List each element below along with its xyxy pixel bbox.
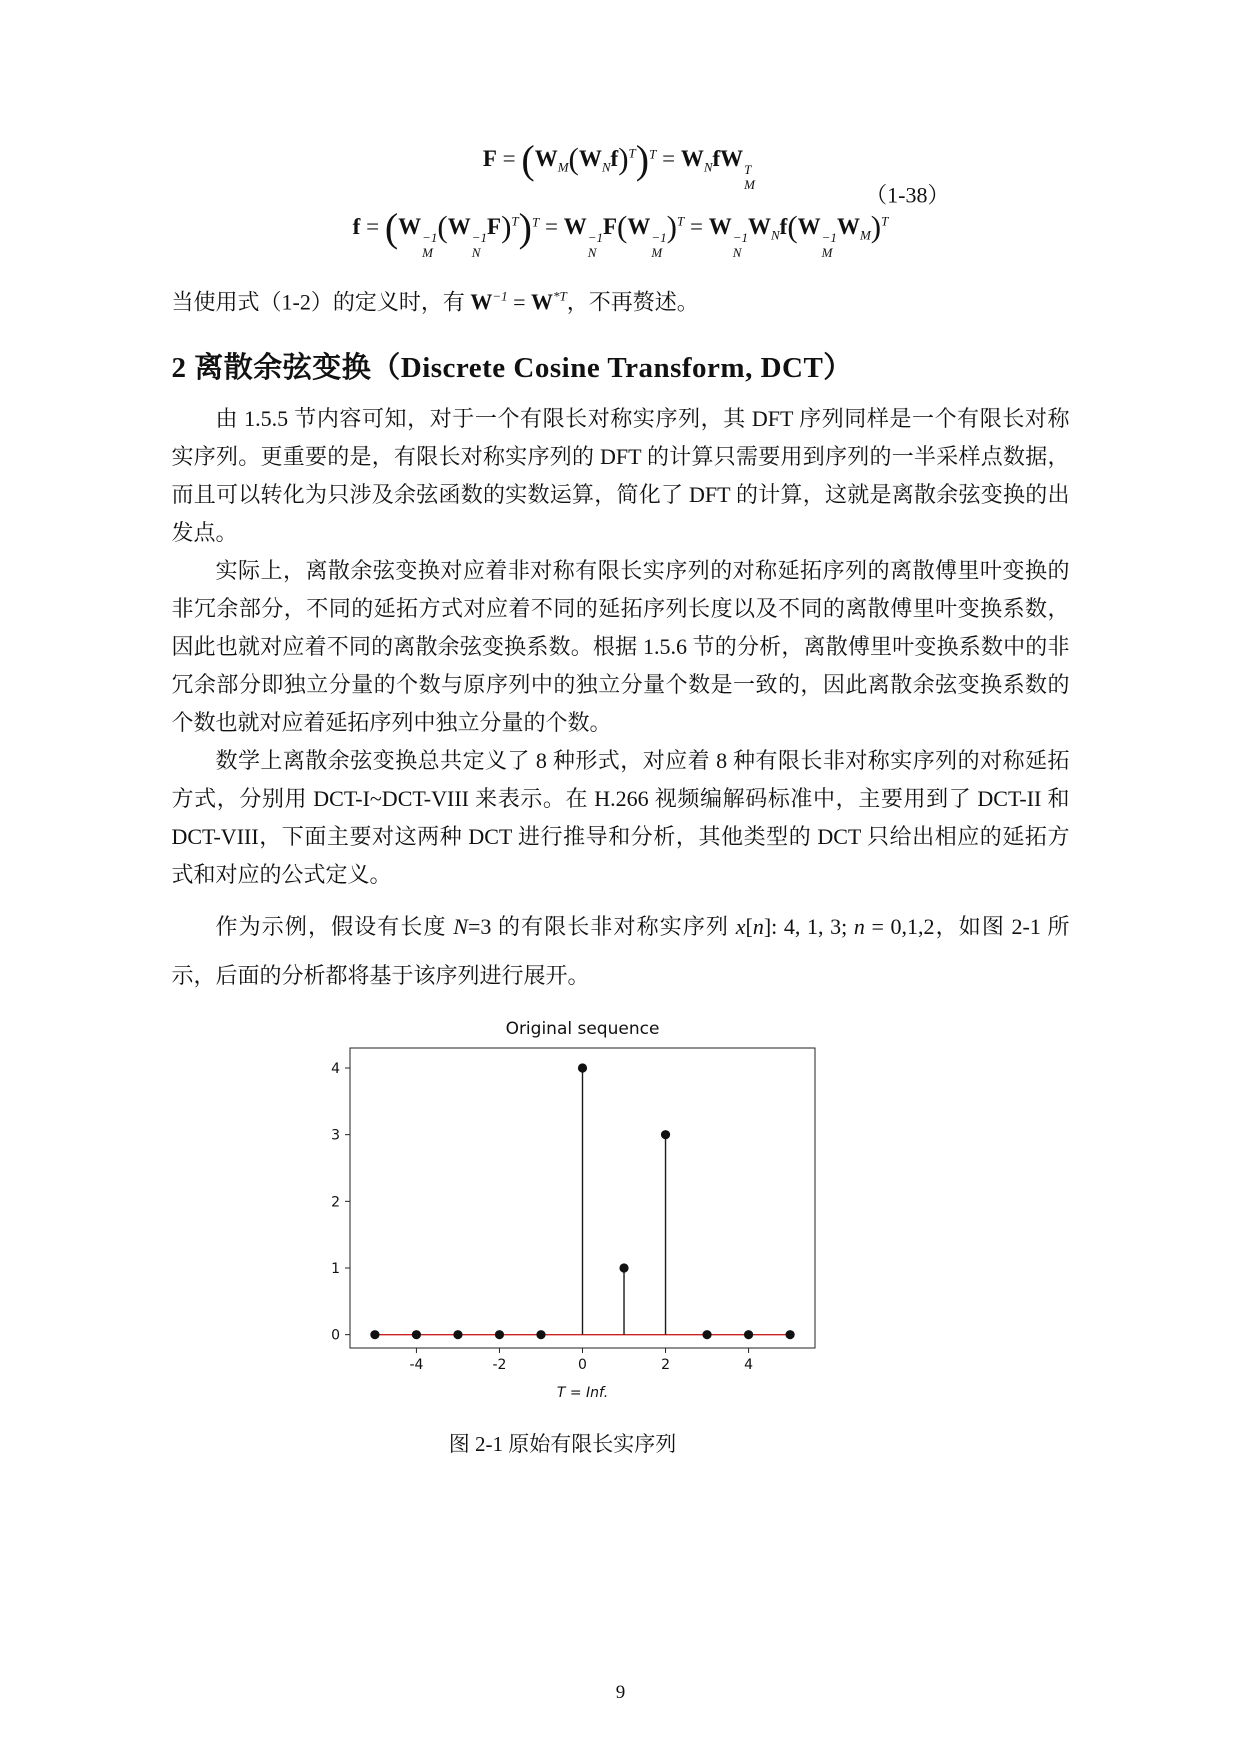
stem-marker <box>536 1330 545 1339</box>
stem-marker <box>702 1330 711 1339</box>
stem-chart-svg <box>290 1016 835 1408</box>
stem-marker <box>744 1330 753 1339</box>
stem-marker <box>412 1330 421 1339</box>
equation-line-1: $F = (W_M(W_Nf)^T)^T = W_NfW$ T M <box>482 137 756 192</box>
equation-1-38 <box>172 126 1070 262</box>
x-tick-label: -2 <box>492 1357 507 1374</box>
x-tick-label: 4 <box>744 1357 754 1374</box>
stem-marker <box>619 1264 628 1273</box>
stem-marker <box>495 1330 504 1339</box>
paragraph-1: 由 1.5.5 节内容可知，对于一个有限长对称实序列，其 DFT 序列同样是一个有限长对称实序列。更重要的是，有限长对称实序列的 DFT 的计算只需要用到序列的一半采样点数据，而且可以转化为只涉及余弦函数的实数运算，简化了 DFT 的计算，这就是离散余弦变换的出发点。 <box>171 406 1070 546</box>
x-tick-label: -4 <box>409 1357 424 1374</box>
stem-marker <box>785 1330 794 1339</box>
stem-marker <box>661 1130 670 1139</box>
paragraph-4: 作为示例，假设有长度 N=3 的有限长非对称实序列 x[n]: 4, 1, 3; n = 0,1,2，如图 2-1 所示，后面的分析都将基于该序列进行展开。 <box>171 914 1070 989</box>
x-tick-label: 0 <box>578 1357 587 1374</box>
stem-marker <box>453 1330 462 1339</box>
y-tick-label: 1 <box>331 1261 340 1278</box>
page-number: 9 <box>615 1682 626 1703</box>
equation-number: （1-38） <box>865 182 950 208</box>
paragraph-3: 数学上离散余弦变换总共定义了 8 种形式，对应着 8 种有限长非对称实序列的对称延拓方式，分别用 DCT-I~DCT-VIII 来表示。在 H.266 视频编解码标准中，主要用到了 DCT-II 和 DCT-VIII，下面主要对这两种 DCT 进行推导和分析，其他类型的 DCT 只给出相应的延拓方式和对应的公式定义。 <box>171 748 1070 888</box>
x-tick-label: 2 <box>661 1357 670 1374</box>
figure-caption: 图 2-1 原始有限长实序列 <box>448 1432 677 1457</box>
stem-marker <box>370 1330 379 1339</box>
section-heading: 2 离散余弦变换（Discrete Cosine Transform, DCT） <box>171 352 853 385</box>
figure-2-1 <box>114 1016 1012 1458</box>
page-content <box>172 0 1070 1458</box>
y-tick-label: 3 <box>331 1127 340 1144</box>
x-axis-label: T = Inf. <box>556 1385 609 1402</box>
paragraph-w-definition: 当使用式（1-2）的定义时，有 $W^{-1} = W^{*T}$，不再赘述。 <box>171 289 699 315</box>
y-tick-label: 4 <box>331 1061 340 1078</box>
stem-chart <box>114 1016 1012 1408</box>
paragraph-2: 实际上，离散余弦变换对应着非对称有限长实序列的对称延拓序列的离散傅里叶变换的非冗余部分，不同的延拓方式对应着不同的延拓序列长度以及不同的离散傅里叶变换系数，因此也就对应着不同的离散余弦变换系数。根据 1.5.6 节的分析，离散傅里叶变换系数中的非冗余部分即独立分量的个数与原序列中的独立分量个数是一致的，因此离散余弦变换系数的个数也就对应着延拓序列中独立分量的个数。 <box>171 558 1070 736</box>
y-tick-label: 2 <box>331 1194 340 1211</box>
equation-line-2: f = (W −1 M (W −1 N F)$^T$)$^T$ = W −1 N F(W −1 M )$^T$ = W −1 N $W_Nf(W$ −1 M $W_M)^T$ <box>352 205 889 260</box>
stem-marker <box>578 1064 587 1073</box>
y-tick-label: 0 <box>331 1327 340 1344</box>
chart-title: Original sequence <box>505 1019 660 1040</box>
